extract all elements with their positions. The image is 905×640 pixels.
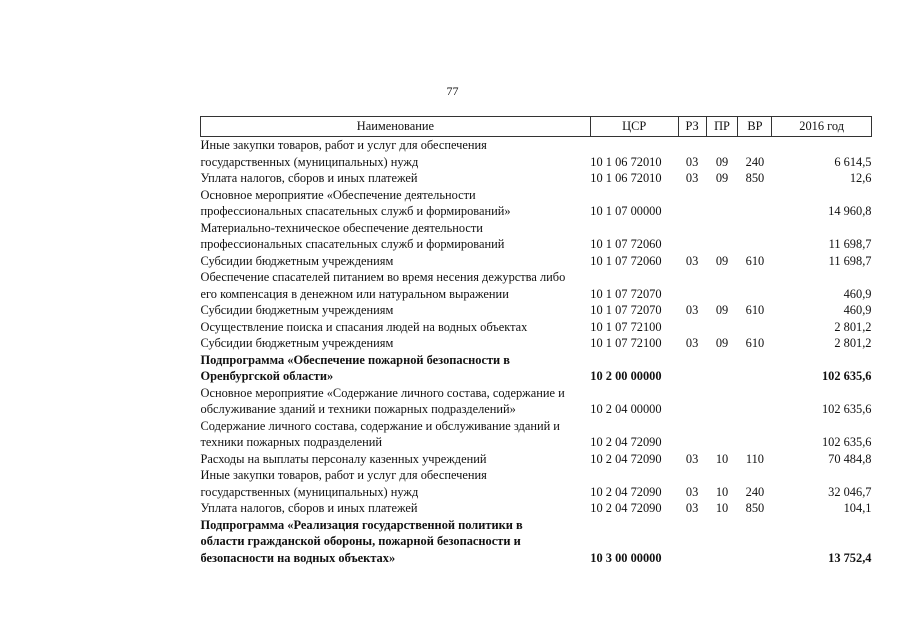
row-pr [706, 319, 738, 336]
row-name [201, 220, 591, 253]
row-csr: 10 1 07 72100 [590, 319, 662, 334]
row-rz: 03 [685, 451, 699, 466]
row-name-line: государственных (муниципальных) нужд [200, 154, 419, 169]
row-name-line: Основное мероприятие «Содержание личного состава, содержание и [200, 385, 565, 400]
row-name [201, 352, 591, 385]
table-row [201, 269, 872, 302]
row-pr [706, 269, 738, 302]
row-name-line: профессиональных спасательных служб и формирований» [200, 204, 511, 218]
row-name [201, 137, 591, 171]
row-sum: 11 698,7 [828, 253, 872, 268]
row-rz: 03 [685, 171, 699, 185]
table-row [201, 302, 872, 319]
row-rz: 03 [685, 501, 699, 515]
row-rz: 03 [685, 484, 699, 499]
row-name [201, 467, 591, 500]
row-csr: 10 3 00 00000 [590, 550, 662, 565]
row-vr: 240 [745, 154, 765, 169]
table-row [201, 517, 872, 567]
table-row [201, 335, 872, 352]
row-name [201, 500, 591, 517]
row-csr: 10 1 07 72100 [590, 336, 662, 350]
row-csr: 10 2 04 72090 [590, 501, 662, 515]
table-row [201, 170, 872, 187]
row-rz: 03 [685, 303, 699, 317]
row-sum: 70 484,8 [828, 451, 872, 466]
row-sum: 14 960,8 [828, 204, 872, 218]
row-name-line: области гражданской обороны, пожарной безопасности и [200, 534, 521, 548]
row-name-line: Уплата налогов, сборов и иных платежей [200, 501, 418, 515]
row-name [201, 269, 591, 302]
table-row [201, 385, 872, 418]
row-vr [738, 418, 772, 451]
row-name-line: Подпрограмма «Обеспечение пожарной безопасности в [200, 352, 510, 367]
header-pr: ПР [706, 117, 738, 137]
row-vr [738, 517, 772, 567]
row-sum: 32 046,7 [828, 484, 872, 499]
row-pr: 09 [715, 303, 729, 317]
row-csr: 10 2 04 72090 [590, 484, 662, 499]
row-rz [678, 517, 706, 567]
row-vr: 610 [745, 336, 765, 350]
row-vr [738, 187, 772, 220]
row-name-line: Иные закупки товаров, работ и услуг для обеспечения [200, 468, 487, 482]
row-vr: 110 [745, 451, 764, 466]
table-header-row [201, 117, 872, 137]
row-name [201, 187, 591, 220]
table-row [201, 500, 872, 517]
row-name [201, 385, 591, 418]
row-pr: 09 [715, 171, 729, 185]
row-rz [678, 352, 706, 385]
row-pr: 10 [715, 501, 729, 515]
row-name-line: техники пожарных подразделений [200, 435, 382, 449]
row-name-line: его компенсация в денежном или натуральном выражении [200, 286, 509, 301]
row-name-line: Оренбургской области» [200, 369, 334, 383]
row-name-line: Субсидии бюджетным учреждениям [200, 336, 394, 350]
row-name [201, 451, 591, 468]
row-pr [706, 418, 738, 451]
row-sum: 6 614,5 [834, 154, 872, 169]
row-pr [706, 187, 738, 220]
row-vr: 850 [745, 171, 765, 185]
row-name-line: Содержание личного состава, содержание и обслуживание зданий и [200, 418, 560, 433]
row-sum: 102 635,6 [821, 369, 872, 383]
row-pr: 10 [715, 484, 729, 499]
row-name-line: безопасности на водных объектах» [200, 550, 396, 565]
row-name-line: Субсидии бюджетным учреждениям [200, 303, 394, 317]
page-number: 77 [446, 84, 459, 98]
table-row [201, 319, 872, 336]
row-rz [678, 187, 706, 220]
row-csr: 10 2 04 72090 [590, 451, 662, 466]
row-rz [678, 385, 706, 418]
row-name-line: Иные закупки товаров, работ и услуг для обеспечения [200, 138, 487, 152]
table-row [201, 253, 872, 270]
row-sum: 102 635,6 [821, 402, 872, 416]
row-vr: 610 [745, 253, 765, 268]
row-rz: 03 [685, 336, 699, 350]
row-csr: 10 1 07 00000 [590, 204, 662, 218]
row-rz [678, 319, 706, 336]
row-sum: 460,9 [843, 303, 872, 317]
header-vr: ВР [738, 117, 772, 137]
row-name-line: обслуживание зданий и техники пожарных подразделений» [200, 402, 516, 416]
row-rz [678, 418, 706, 451]
row-name [201, 418, 591, 451]
header-csr: ЦСР [590, 117, 678, 137]
row-name [201, 335, 591, 352]
row-vr: 610 [745, 303, 765, 317]
row-vr [738, 352, 772, 385]
row-csr: 10 1 06 72010 [590, 171, 662, 185]
row-sum: 102 635,6 [821, 435, 872, 449]
row-name-line: Осуществление поиска и спасания людей на водных объектах [200, 319, 528, 334]
row-csr: 10 1 07 72060 [590, 253, 662, 268]
row-pr [706, 352, 738, 385]
row-rz [678, 220, 706, 253]
table-row [201, 467, 872, 500]
row-sum: 11 698,7 [828, 237, 872, 251]
row-pr: 09 [715, 253, 729, 268]
row-name [201, 253, 591, 270]
header-name: Наименование [201, 117, 591, 137]
row-pr [706, 517, 738, 567]
row-csr: 10 2 00 00000 [590, 369, 662, 383]
row-csr: 10 2 04 72090 [590, 435, 662, 449]
row-name-line: Подпрограмма «Реализация государственной политики в [200, 517, 523, 532]
row-name-line: профессиональных спасательных служб и формирований [200, 237, 505, 251]
row-csr: 10 1 07 72060 [590, 237, 662, 251]
row-vr [738, 269, 772, 302]
row-name [201, 517, 591, 567]
row-rz [678, 269, 706, 302]
table-row [201, 418, 872, 451]
row-pr [706, 220, 738, 253]
table-body [201, 137, 872, 567]
row-sum: 13 752,4 [828, 550, 872, 565]
row-vr [738, 220, 772, 253]
row-sum: 104,1 [843, 501, 872, 515]
row-pr: 09 [715, 154, 729, 169]
header-sum: 2016 год [772, 117, 872, 137]
row-name-line: государственных (муниципальных) нужд [200, 484, 419, 499]
budget-table [200, 116, 872, 566]
row-name-line: Основное мероприятие «Обеспечение деятельности [200, 187, 476, 202]
row-rz: 03 [685, 154, 699, 169]
row-vr [738, 319, 772, 336]
row-name [201, 170, 591, 187]
table-row [201, 220, 872, 253]
row-name [201, 319, 591, 336]
row-csr: 10 1 06 72010 [590, 154, 662, 169]
row-vr: 240 [745, 484, 765, 499]
row-csr: 10 1 07 72070 [590, 303, 662, 317]
header-rz: РЗ [678, 117, 706, 137]
row-vr [738, 385, 772, 418]
row-pr [706, 385, 738, 418]
row-name-line: Субсидии бюджетным учреждениям [200, 253, 394, 268]
row-name-line: Обеспечение спасателей питанием во время несения дежурства либо [200, 270, 566, 284]
row-csr: 10 2 04 00000 [590, 402, 662, 416]
row-name-line: Материально-техническое обеспечение деятельности [200, 220, 483, 235]
row-sum: 2 801,2 [834, 319, 872, 334]
row-vr: 850 [745, 501, 765, 515]
table-row [201, 187, 872, 220]
row-pr: 10 [715, 451, 729, 466]
row-sum: 2 801,2 [834, 336, 872, 350]
row-name-line: Уплата налогов, сборов и иных платежей [200, 171, 418, 185]
row-name [201, 302, 591, 319]
row-sum: 12,6 [849, 171, 872, 185]
row-pr: 09 [715, 336, 729, 350]
row-rz: 03 [685, 253, 699, 268]
row-csr: 10 1 07 72070 [590, 286, 662, 301]
table-row [201, 451, 872, 468]
row-name-line: Расходы на выплаты персоналу казенных учреждений [200, 451, 487, 466]
table-row [201, 137, 872, 171]
table-row [201, 352, 872, 385]
row-sum: 460,9 [843, 286, 872, 301]
